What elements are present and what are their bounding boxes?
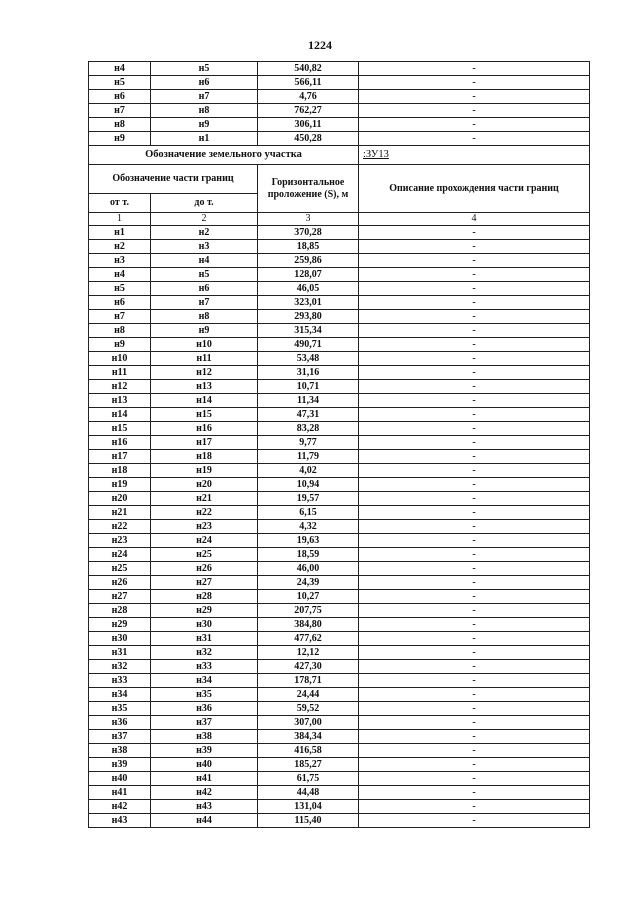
description-cell: - <box>359 702 590 716</box>
length-cell: 12,12 <box>258 646 359 660</box>
to-point-cell: н15 <box>151 408 258 422</box>
table-row <box>89 450 590 464</box>
to-point-cell: н9 <box>151 324 258 338</box>
table-row <box>89 296 590 310</box>
to-point-cell: н6 <box>151 76 258 90</box>
from-point-cell: н7 <box>89 310 151 324</box>
description-cell: - <box>359 576 590 590</box>
length-cell: 384,80 <box>258 618 359 632</box>
description-cell: - <box>359 772 590 786</box>
from-point-cell: н23 <box>89 534 151 548</box>
length-cell: 450,28 <box>258 132 359 146</box>
from-point-cell: н13 <box>89 394 151 408</box>
from-point-cell: н7 <box>89 104 151 118</box>
header-to: до т. <box>151 194 258 213</box>
description-cell: - <box>359 814 590 828</box>
page-number: 1224 <box>308 38 332 52</box>
length-cell: 178,71 <box>258 674 359 688</box>
description-cell: - <box>359 590 590 604</box>
description-cell: - <box>359 132 590 146</box>
to-point-cell: н7 <box>151 296 258 310</box>
description-cell: - <box>359 632 590 646</box>
table-row <box>89 422 590 436</box>
table-row <box>89 118 590 132</box>
length-cell: 323,01 <box>258 296 359 310</box>
length-cell: 566,11 <box>258 76 359 90</box>
col-number-2: 2 <box>151 213 258 226</box>
to-point-cell: н31 <box>151 632 258 646</box>
length-cell: 207,75 <box>258 604 359 618</box>
to-point-cell: н3 <box>151 240 258 254</box>
to-point-cell: н26 <box>151 562 258 576</box>
table-row <box>89 366 590 380</box>
to-point-cell: н30 <box>151 618 258 632</box>
table-row <box>89 324 590 338</box>
from-point-cell: н24 <box>89 548 151 562</box>
table-row <box>89 90 590 104</box>
from-point-cell: н32 <box>89 660 151 674</box>
from-point-cell: н4 <box>89 62 151 76</box>
table-row <box>89 76 590 90</box>
length-cell: 185,27 <box>258 758 359 772</box>
description-cell: - <box>359 534 590 548</box>
description-cell: - <box>359 352 590 366</box>
to-point-cell: н38 <box>151 730 258 744</box>
to-point-cell: н44 <box>151 814 258 828</box>
to-point-cell: н36 <box>151 702 258 716</box>
from-point-cell: н35 <box>89 702 151 716</box>
description-cell: - <box>359 618 590 632</box>
table-row <box>89 688 590 702</box>
to-point-cell: н39 <box>151 744 258 758</box>
length-cell: 18,59 <box>258 548 359 562</box>
from-point-cell: н30 <box>89 632 151 646</box>
length-cell: 10,71 <box>258 380 359 394</box>
to-point-cell: н6 <box>151 282 258 296</box>
boundary-table <box>88 61 590 828</box>
from-point-cell: н43 <box>89 814 151 828</box>
description-cell: - <box>359 240 590 254</box>
length-cell: 11,79 <box>258 450 359 464</box>
to-point-cell: н16 <box>151 422 258 436</box>
from-point-cell: н37 <box>89 730 151 744</box>
description-cell: - <box>359 436 590 450</box>
from-point-cell: н19 <box>89 478 151 492</box>
main-rows <box>89 226 590 828</box>
from-point-cell: н26 <box>89 576 151 590</box>
length-cell: 18,85 <box>258 240 359 254</box>
length-cell: 115,40 <box>258 814 359 828</box>
length-cell: 46,00 <box>258 562 359 576</box>
table-row <box>89 562 590 576</box>
table-row <box>89 814 590 828</box>
description-cell: - <box>359 338 590 352</box>
from-point-cell: н33 <box>89 674 151 688</box>
from-point-cell: н28 <box>89 604 151 618</box>
to-point-cell: н11 <box>151 352 258 366</box>
description-cell: - <box>359 520 590 534</box>
description-cell: - <box>359 380 590 394</box>
length-cell: 427,30 <box>258 660 359 674</box>
from-point-cell: н31 <box>89 646 151 660</box>
to-point-cell: н2 <box>151 226 258 240</box>
to-point-cell: н43 <box>151 800 258 814</box>
description-cell: - <box>359 660 590 674</box>
to-point-cell: н32 <box>151 646 258 660</box>
table-row <box>89 464 590 478</box>
table-row <box>89 576 590 590</box>
to-point-cell: н13 <box>151 380 258 394</box>
length-cell: 490,71 <box>258 338 359 352</box>
to-point-cell: н12 <box>151 366 258 380</box>
from-point-cell: н20 <box>89 492 151 506</box>
to-point-cell: н34 <box>151 674 258 688</box>
from-point-cell: н38 <box>89 744 151 758</box>
to-point-cell: н22 <box>151 506 258 520</box>
table-row <box>89 104 590 118</box>
to-point-cell: н10 <box>151 338 258 352</box>
length-cell: 61,75 <box>258 772 359 786</box>
length-cell: 762,27 <box>258 104 359 118</box>
to-point-cell: н40 <box>151 758 258 772</box>
from-point-cell: н5 <box>89 282 151 296</box>
to-point-cell: н8 <box>151 104 258 118</box>
table-row <box>89 310 590 324</box>
table-row <box>89 800 590 814</box>
from-point-cell: н29 <box>89 618 151 632</box>
from-point-cell: н18 <box>89 464 151 478</box>
table-row <box>89 730 590 744</box>
length-cell: 540,82 <box>258 62 359 76</box>
length-cell: 10,94 <box>258 478 359 492</box>
header-boundary-part: Обозначение части границ <box>89 165 258 194</box>
table-row <box>89 590 590 604</box>
header-row-1 <box>89 165 590 194</box>
table-row <box>89 506 590 520</box>
from-point-cell: н6 <box>89 90 151 104</box>
table-row <box>89 492 590 506</box>
length-cell: 4,32 <box>258 520 359 534</box>
col-number-4: 4 <box>359 213 590 226</box>
from-point-cell: н8 <box>89 118 151 132</box>
to-point-cell: н7 <box>151 90 258 104</box>
length-cell: 416,58 <box>258 744 359 758</box>
description-cell: - <box>359 366 590 380</box>
to-point-cell: н18 <box>151 450 258 464</box>
col-number-1: 1 <box>89 213 151 226</box>
description-cell: - <box>359 492 590 506</box>
description-cell: - <box>359 646 590 660</box>
column-numbers-row <box>89 213 590 226</box>
from-point-cell: н14 <box>89 408 151 422</box>
table-row <box>89 282 590 296</box>
to-point-cell: н29 <box>151 604 258 618</box>
length-cell: 307,00 <box>258 716 359 730</box>
description-cell: - <box>359 104 590 118</box>
table-row <box>89 338 590 352</box>
table-row <box>89 268 590 282</box>
table-row <box>89 478 590 492</box>
col-number-3: 3 <box>258 213 359 226</box>
length-cell: 9,77 <box>258 436 359 450</box>
header-from: от т. <box>89 194 151 213</box>
length-cell: 6,15 <box>258 506 359 520</box>
table-row <box>89 786 590 800</box>
length-cell: 53,48 <box>258 352 359 366</box>
length-cell: 384,34 <box>258 730 359 744</box>
table-row <box>89 240 590 254</box>
from-point-cell: н1 <box>89 226 151 240</box>
header-length: Горизонтальное проложение (S), м <box>258 165 359 213</box>
length-cell: 83,28 <box>258 422 359 436</box>
description-cell: - <box>359 758 590 772</box>
to-point-cell: н1 <box>151 132 258 146</box>
description-cell: - <box>359 688 590 702</box>
description-cell: - <box>359 394 590 408</box>
length-cell: 315,34 <box>258 324 359 338</box>
to-point-cell: н42 <box>151 786 258 800</box>
description-cell: - <box>359 268 590 282</box>
to-point-cell: н28 <box>151 590 258 604</box>
description-cell: - <box>359 324 590 338</box>
to-point-cell: н19 <box>151 464 258 478</box>
description-cell: - <box>359 674 590 688</box>
length-cell: 11,34 <box>258 394 359 408</box>
table-row <box>89 132 590 146</box>
description-cell: - <box>359 408 590 422</box>
to-point-cell: н4 <box>151 254 258 268</box>
description-cell: - <box>359 62 590 76</box>
to-point-cell: н20 <box>151 478 258 492</box>
length-cell: 44,48 <box>258 786 359 800</box>
to-point-cell: н37 <box>151 716 258 730</box>
description-cell: - <box>359 548 590 562</box>
to-point-cell: н9 <box>151 118 258 132</box>
table-row <box>89 604 590 618</box>
length-cell: 10,27 <box>258 590 359 604</box>
length-cell: 4,76 <box>258 90 359 104</box>
description-cell: - <box>359 296 590 310</box>
description-cell: - <box>359 422 590 436</box>
description-cell: - <box>359 282 590 296</box>
to-point-cell: н23 <box>151 520 258 534</box>
description-cell: - <box>359 730 590 744</box>
table-row <box>89 548 590 562</box>
description-cell: - <box>359 604 590 618</box>
description-cell: - <box>359 464 590 478</box>
table-row <box>89 394 590 408</box>
table-row <box>89 674 590 688</box>
table-row <box>89 646 590 660</box>
to-point-cell: н14 <box>151 394 258 408</box>
table-row <box>89 716 590 730</box>
to-point-cell: н24 <box>151 534 258 548</box>
to-point-cell: н21 <box>151 492 258 506</box>
length-cell: 19,57 <box>258 492 359 506</box>
to-point-cell: н33 <box>151 660 258 674</box>
table-row <box>89 62 590 76</box>
from-point-cell: н3 <box>89 254 151 268</box>
description-cell: - <box>359 76 590 90</box>
table-row <box>89 632 590 646</box>
table-row <box>89 660 590 674</box>
from-point-cell: н11 <box>89 366 151 380</box>
from-point-cell: н8 <box>89 324 151 338</box>
from-point-cell: н5 <box>89 76 151 90</box>
description-cell: - <box>359 478 590 492</box>
description-cell: - <box>359 744 590 758</box>
table-row <box>89 520 590 534</box>
plot-header <box>89 146 590 226</box>
length-cell: 24,44 <box>258 688 359 702</box>
length-cell: 46,05 <box>258 282 359 296</box>
length-cell: 31,16 <box>258 366 359 380</box>
to-point-cell: н5 <box>151 62 258 76</box>
table-row <box>89 744 590 758</box>
table-row <box>89 226 590 240</box>
from-point-cell: н16 <box>89 436 151 450</box>
description-cell: - <box>359 254 590 268</box>
length-cell: 293,80 <box>258 310 359 324</box>
from-point-cell: н25 <box>89 562 151 576</box>
description-cell: - <box>359 800 590 814</box>
from-point-cell: н42 <box>89 800 151 814</box>
header-description: Описание прохождения части границ <box>359 165 590 213</box>
table-row <box>89 758 590 772</box>
to-point-cell: н8 <box>151 310 258 324</box>
table-row <box>89 380 590 394</box>
length-cell: 19,63 <box>258 534 359 548</box>
to-point-cell: н5 <box>151 268 258 282</box>
from-point-cell: н39 <box>89 758 151 772</box>
from-point-cell: н36 <box>89 716 151 730</box>
table-row <box>89 618 590 632</box>
length-cell: 477,62 <box>258 632 359 646</box>
description-cell: - <box>359 450 590 464</box>
length-cell: 4,02 <box>258 464 359 478</box>
length-cell: 59,52 <box>258 702 359 716</box>
description-cell: - <box>359 226 590 240</box>
description-cell: - <box>359 716 590 730</box>
from-point-cell: н9 <box>89 338 151 352</box>
from-point-cell: н12 <box>89 380 151 394</box>
length-cell: 131,04 <box>258 800 359 814</box>
length-cell: 24,39 <box>258 576 359 590</box>
description-cell: - <box>359 562 590 576</box>
from-point-cell: н41 <box>89 786 151 800</box>
length-cell: 306,11 <box>258 118 359 132</box>
from-point-cell: н40 <box>89 772 151 786</box>
plot-id: :ЗУ13 <box>359 146 590 165</box>
from-point-cell: н17 <box>89 450 151 464</box>
to-point-cell: н27 <box>151 576 258 590</box>
from-point-cell: н9 <box>89 132 151 146</box>
from-point-cell: н21 <box>89 506 151 520</box>
from-point-cell: н10 <box>89 352 151 366</box>
plot-label: Обозначение земельного участка <box>89 146 359 165</box>
top-rows <box>89 62 590 146</box>
table-row <box>89 702 590 716</box>
to-point-cell: н35 <box>151 688 258 702</box>
to-point-cell: н41 <box>151 772 258 786</box>
length-cell: 128,07 <box>258 268 359 282</box>
description-cell: - <box>359 310 590 324</box>
description-cell: - <box>359 786 590 800</box>
table-row <box>89 772 590 786</box>
description-cell: - <box>359 90 590 104</box>
length-cell: 47,31 <box>258 408 359 422</box>
from-point-cell: н22 <box>89 520 151 534</box>
to-point-cell: н17 <box>151 436 258 450</box>
from-point-cell: н2 <box>89 240 151 254</box>
to-point-cell: н25 <box>151 548 258 562</box>
table-row <box>89 534 590 548</box>
from-point-cell: н4 <box>89 268 151 282</box>
from-point-cell: н15 <box>89 422 151 436</box>
table-row <box>89 436 590 450</box>
length-cell: 370,28 <box>258 226 359 240</box>
table-row <box>89 408 590 422</box>
length-cell: 259,86 <box>258 254 359 268</box>
table-row <box>89 254 590 268</box>
description-cell: - <box>359 118 590 132</box>
from-point-cell: н27 <box>89 590 151 604</box>
plot-row <box>89 146 590 165</box>
table-row <box>89 352 590 366</box>
from-point-cell: н34 <box>89 688 151 702</box>
description-cell: - <box>359 506 590 520</box>
from-point-cell: н6 <box>89 296 151 310</box>
